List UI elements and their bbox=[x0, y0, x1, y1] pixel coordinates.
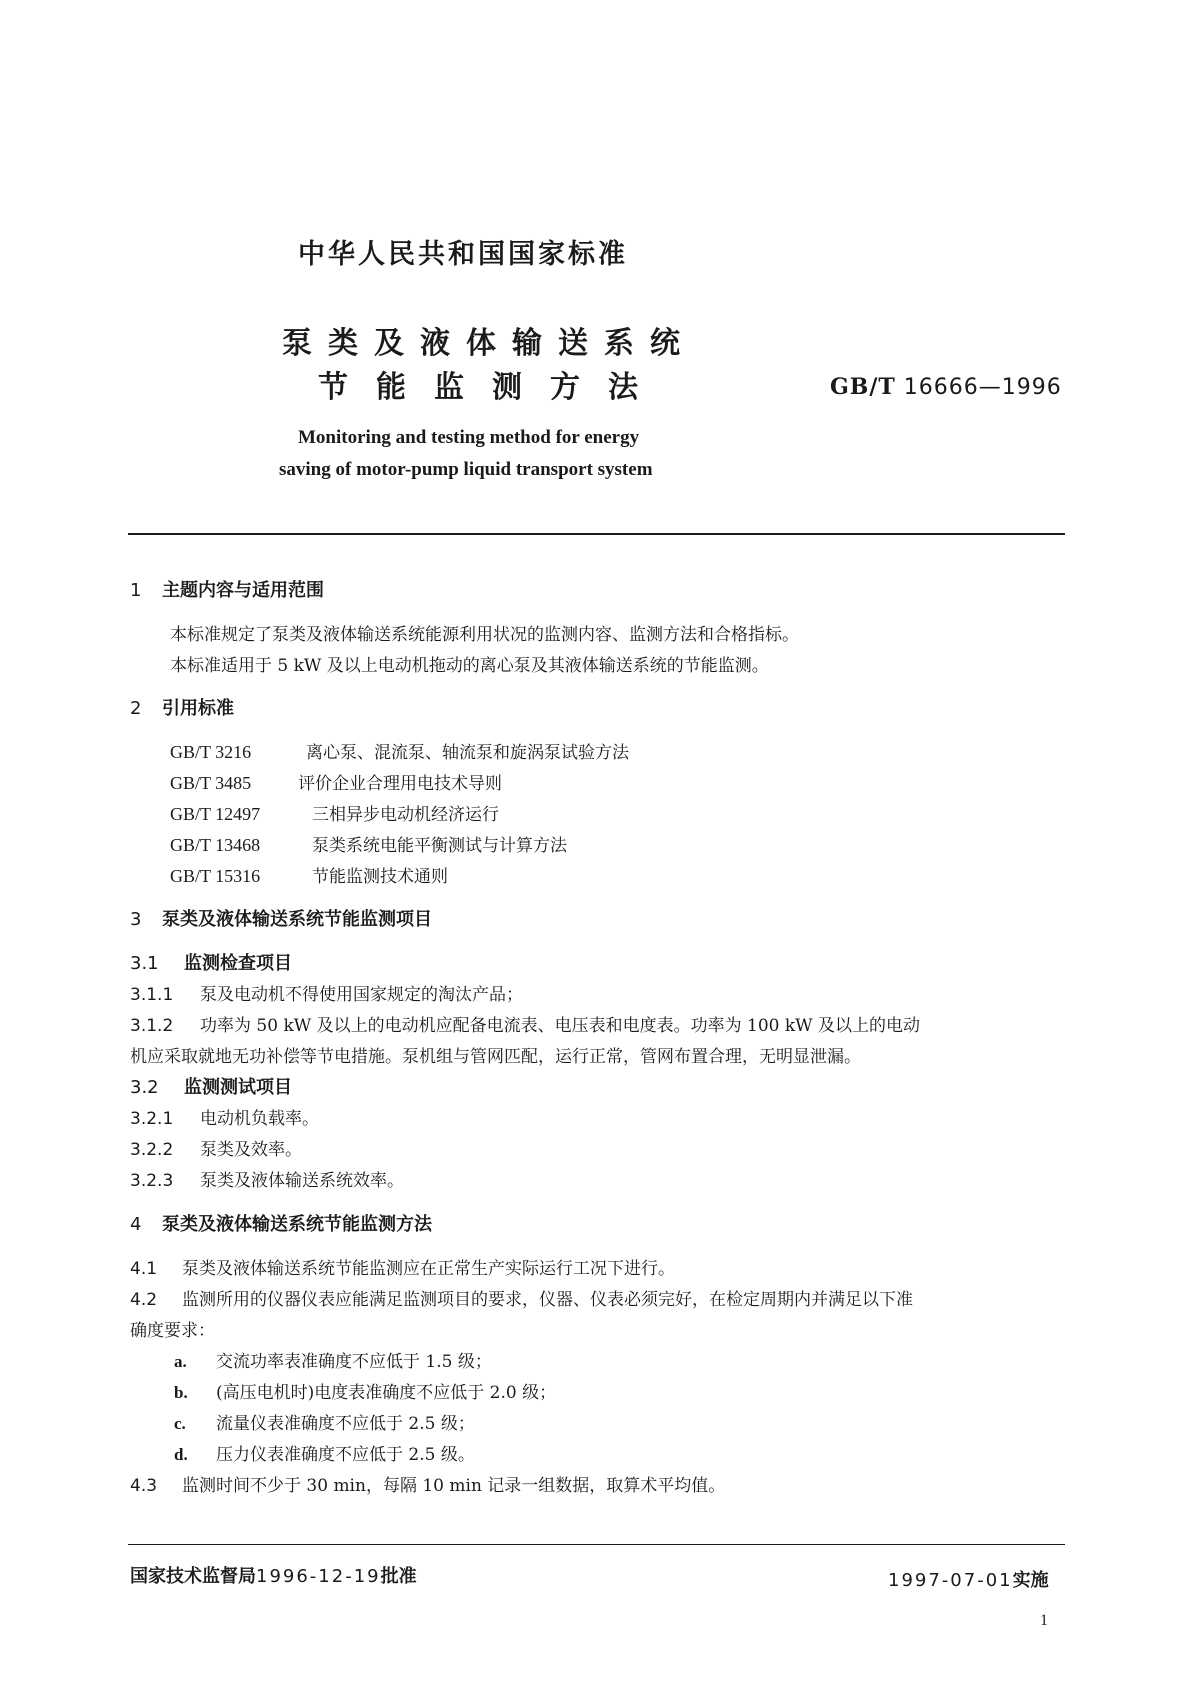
reference-code: GB/T 3485 bbox=[170, 773, 252, 793]
reference-title: 离心泵、混流泵、轴流泵和旋涡泵试验方法 bbox=[306, 743, 629, 763]
clause-3-1-2 bbox=[130, 1011, 920, 1036]
approve-date: 1996-12-19 bbox=[256, 1566, 381, 1587]
paragraph: 本标准规定了泵类及液体输送系统能源利用状况的监测内容、监测方法和合格指标。 bbox=[170, 625, 799, 645]
list-item bbox=[174, 1440, 475, 1465]
page-number: 1 bbox=[1040, 1612, 1048, 1629]
clause-number: 3.2.3 bbox=[130, 1171, 174, 1191]
list-letter: a. bbox=[174, 1352, 187, 1371]
clause-number: 4.1 bbox=[130, 1259, 158, 1279]
footer-divider bbox=[128, 1544, 1065, 1545]
subsection-number: 3.1 bbox=[130, 953, 159, 974]
section-3-heading bbox=[130, 905, 432, 931]
standard-code bbox=[830, 374, 1062, 400]
header-divider bbox=[128, 533, 1065, 535]
clause-continuation: 确度要求： bbox=[130, 1321, 215, 1341]
list-item bbox=[174, 1347, 492, 1372]
clause-text: 监测时间不少于 30 min，每隔 10 min 记录一组数据，取算术平均值。 bbox=[182, 1476, 726, 1496]
reference-code: GB/T 13468 bbox=[170, 835, 261, 855]
english-title-line-1: Monitoring and testing method for energy bbox=[298, 427, 640, 448]
clause-number: 3.2.1 bbox=[130, 1109, 174, 1129]
reference-title: 评价企业合理用电技术导则 bbox=[298, 774, 502, 794]
clause-number: 3.1.1 bbox=[130, 985, 174, 1005]
list-item bbox=[174, 1378, 556, 1403]
reference-code: GB/T 12497 bbox=[170, 804, 261, 824]
clause-text: 功率为 50 kW 及以上的电动机应配备电流表、电压表和电度表。功率为 100 kW 及以上的电动 bbox=[200, 1016, 921, 1036]
reference-item bbox=[170, 831, 567, 856]
list-letter: d. bbox=[174, 1445, 188, 1464]
section-title: 引用标准 bbox=[162, 698, 234, 719]
list-text: 交流功率表准确度不应低于 1.5 级； bbox=[216, 1352, 492, 1372]
approval-line bbox=[130, 1562, 417, 1588]
title-line-2: 节能监测方法 bbox=[318, 370, 666, 405]
list-text: (高压电机时)电度表准确度不应低于 2.0 级； bbox=[216, 1383, 557, 1403]
reference-title: 三相异步电动机经济运行 bbox=[312, 805, 499, 825]
clause-4-1 bbox=[130, 1254, 675, 1279]
clause-number: 3.1.2 bbox=[130, 1016, 174, 1036]
clause-3-2-3 bbox=[130, 1166, 404, 1191]
section-number: 4 bbox=[130, 1214, 142, 1235]
subsection-3-2-heading bbox=[130, 1073, 292, 1099]
clause-text: 泵及电动机不得使用国家规定的淘汰产品； bbox=[200, 985, 523, 1005]
reference-title: 泵类系统电能平衡测试与计算方法 bbox=[312, 836, 567, 856]
section-number: 2 bbox=[130, 698, 142, 719]
clause-3-1-1 bbox=[130, 980, 523, 1005]
clause-continuation: 机应采取就地无功补偿等节电措施。泵机组与管网匹配，运行正常，管网布置合理，无明显泄漏。 bbox=[130, 1047, 861, 1067]
reference-code: GB/T 15316 bbox=[170, 866, 261, 886]
clause-text: 监测所用的仪器仪表应能满足监测项目的要求，仪器、仪表必须完好，在检定周期内并满足以下准 bbox=[182, 1290, 913, 1310]
clause-text: 泵类及效率。 bbox=[200, 1140, 302, 1160]
code-prefix: GB/T bbox=[830, 374, 896, 400]
section-title: 泵类及液体输送系统节能监测项目 bbox=[162, 909, 432, 930]
subsection-title: 监测测试项目 bbox=[184, 1077, 292, 1098]
section-4-heading bbox=[130, 1210, 432, 1236]
list-letter: b. bbox=[174, 1383, 188, 1402]
list-text: 流量仪表准确度不应低于 2.5 级； bbox=[216, 1414, 475, 1434]
title-line-1: 泵类及液体输送系统 bbox=[282, 326, 696, 361]
approver: 国家技术监督局 bbox=[130, 1566, 256, 1587]
list-item bbox=[174, 1409, 475, 1434]
reference-title: 节能监测技术通则 bbox=[312, 867, 448, 887]
reference-item bbox=[170, 738, 629, 763]
section-title: 泵类及液体输送系统节能监测方法 bbox=[162, 1214, 432, 1235]
reference-item bbox=[170, 769, 502, 794]
list-text: 压力仪表准确度不应低于 2.5 级。 bbox=[216, 1445, 475, 1465]
clause-text: 电动机负载率。 bbox=[200, 1109, 319, 1129]
section-1-heading bbox=[130, 576, 324, 602]
clause-number: 4.3 bbox=[130, 1476, 158, 1496]
clause-number: 4.2 bbox=[130, 1290, 158, 1310]
reference-item bbox=[170, 862, 448, 887]
clause-text: 泵类及液体输送系统效率。 bbox=[200, 1171, 404, 1191]
paragraph: 本标准适用于 5 kW 及以上电动机拖动的离心泵及其液体输送系统的节能监测。 bbox=[170, 656, 769, 676]
subsection-3-1-heading bbox=[130, 949, 292, 975]
effective-suffix: 实施 bbox=[1012, 1570, 1049, 1591]
approve-suffix: 批准 bbox=[380, 1566, 417, 1587]
code-number: 16666—1996 bbox=[903, 375, 1062, 400]
clause-3-2-1 bbox=[130, 1104, 319, 1129]
list-letter: c. bbox=[174, 1414, 186, 1433]
clause-4-2 bbox=[130, 1285, 913, 1310]
section-title: 主题内容与适用范围 bbox=[162, 580, 324, 601]
reference-code: GB/T 3216 bbox=[170, 742, 252, 762]
clause-text: 泵类及液体输送系统节能监测应在正常生产实际运行工况下进行。 bbox=[182, 1259, 675, 1279]
section-number: 3 bbox=[130, 909, 142, 930]
section-number: 1 bbox=[130, 580, 142, 601]
reference-item bbox=[170, 800, 499, 825]
clause-number: 3.2.2 bbox=[130, 1140, 174, 1160]
clause-4-3 bbox=[130, 1471, 725, 1496]
subsection-title: 监测检查项目 bbox=[184, 953, 292, 974]
subsection-number: 3.2 bbox=[130, 1077, 159, 1098]
section-2-heading bbox=[130, 694, 234, 720]
effective-line bbox=[888, 1566, 1049, 1592]
effective-date: 1997-07-01 bbox=[888, 1570, 1013, 1591]
standard-name: 中华人民共和国国家标准 bbox=[298, 239, 628, 270]
clause-3-2-2 bbox=[130, 1135, 302, 1160]
english-title-line-2: saving of motor-pump liquid transport system bbox=[279, 459, 653, 480]
